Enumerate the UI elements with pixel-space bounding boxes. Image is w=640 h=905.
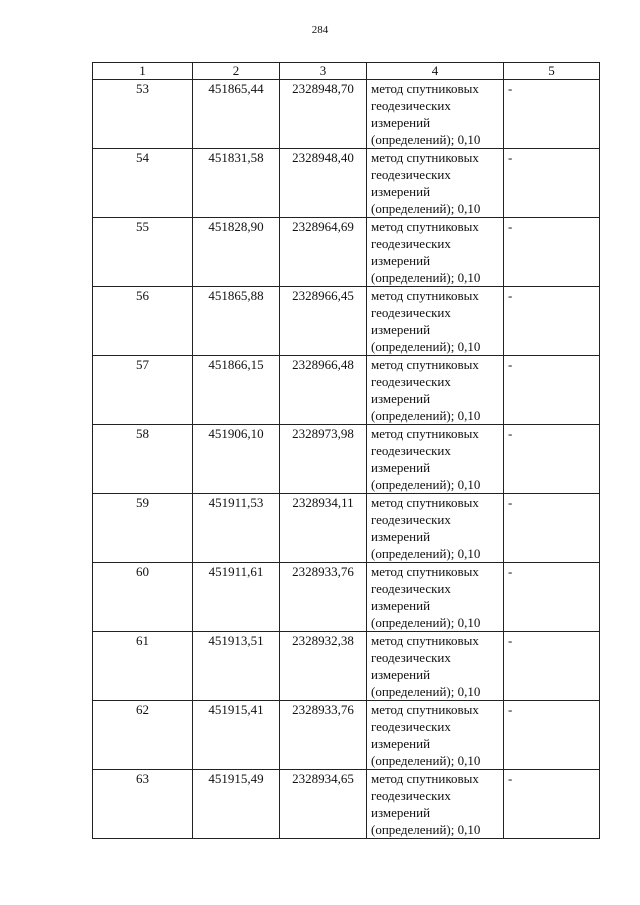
point-number: 58 [93,425,193,494]
coordinates-table [92,62,600,839]
coordinate-x: 451915,41 [193,701,280,770]
coordinate-x: 451911,61 [193,563,280,632]
point-description: - [504,770,600,839]
table-header [93,63,600,80]
header-col-2: 2 [193,63,280,80]
method-and-accuracy: метод спутниковых геодезических измерений (определений); 0,10 [367,494,504,563]
method-and-accuracy: метод спутниковых геодезических измерений (определений); 0,10 [367,80,504,149]
point-description: - [504,287,600,356]
method-and-accuracy: метод спутниковых геодезических измерений (определений); 0,10 [367,287,504,356]
method-and-accuracy: метод спутниковых геодезических измерений (определений); 0,10 [367,218,504,287]
point-number: 60 [93,563,193,632]
point-number: 61 [93,632,193,701]
point-number: 55 [93,218,193,287]
coordinate-x: 451828,90 [193,218,280,287]
coordinate-y: 2328948,70 [280,80,367,149]
method-and-accuracy: метод спутниковых геодезических измерений (определений); 0,10 [367,563,504,632]
header-row [93,63,600,80]
coordinate-x: 451831,58 [193,149,280,218]
point-number: 53 [93,80,193,149]
coordinate-x: 451865,88 [193,287,280,356]
point-description: - [504,356,600,425]
point-number: 59 [93,494,193,563]
table-row [93,80,600,149]
point-description: - [504,701,600,770]
coordinate-x: 451913,51 [193,632,280,701]
method-and-accuracy: метод спутниковых геодезических измерений (определений); 0,10 [367,701,504,770]
point-number: 57 [93,356,193,425]
table-row [93,218,600,287]
header-col-3: 3 [280,63,367,80]
page-number: 284 [311,24,329,36]
coordinate-x: 451906,10 [193,425,280,494]
point-description: - [504,425,600,494]
point-description: - [504,563,600,632]
coordinate-y: 2328934,11 [280,494,367,563]
coordinate-y: 2328948,40 [280,149,367,218]
table-row [93,425,600,494]
coordinate-y: 2328973,98 [280,425,367,494]
table-row [93,287,600,356]
coordinate-y: 2328934,65 [280,770,367,839]
method-and-accuracy: метод спутниковых геодезических измерений (определений); 0,10 [367,356,504,425]
table-row [93,632,600,701]
coordinate-y: 2328966,48 [280,356,367,425]
header-col-5: 5 [504,63,600,80]
coordinate-y: 2328933,76 [280,563,367,632]
method-and-accuracy: метод спутниковых геодезических измерений (определений); 0,10 [367,632,504,701]
point-description: - [504,494,600,563]
table-row [93,356,600,425]
point-description: - [504,632,600,701]
coordinate-y: 2328966,45 [280,287,367,356]
point-number: 63 [93,770,193,839]
table-row [93,149,600,218]
table-row [93,563,600,632]
coordinate-y: 2328964,69 [280,218,367,287]
table-body [93,80,600,839]
point-description: - [504,218,600,287]
point-description: - [504,80,600,149]
coordinate-x: 451911,53 [193,494,280,563]
coordinate-y: 2328932,38 [280,632,367,701]
table-row [93,494,600,563]
table-row [93,701,600,770]
coordinate-y: 2328933,76 [280,701,367,770]
coordinate-x: 451915,49 [193,770,280,839]
header-col-4: 4 [367,63,504,80]
method-and-accuracy: метод спутниковых геодезических измерений (определений); 0,10 [367,425,504,494]
point-number: 62 [93,701,193,770]
point-number: 56 [93,287,193,356]
point-description: - [504,149,600,218]
coordinate-x: 451865,44 [193,80,280,149]
coordinate-x: 451866,15 [193,356,280,425]
method-and-accuracy: метод спутниковых геодезических измерений (определений); 0,10 [367,149,504,218]
header-col-1: 1 [93,63,193,80]
table-row [93,770,600,839]
point-number: 54 [93,149,193,218]
method-and-accuracy: метод спутниковых геодезических измерений (определений); 0,10 [367,770,504,839]
